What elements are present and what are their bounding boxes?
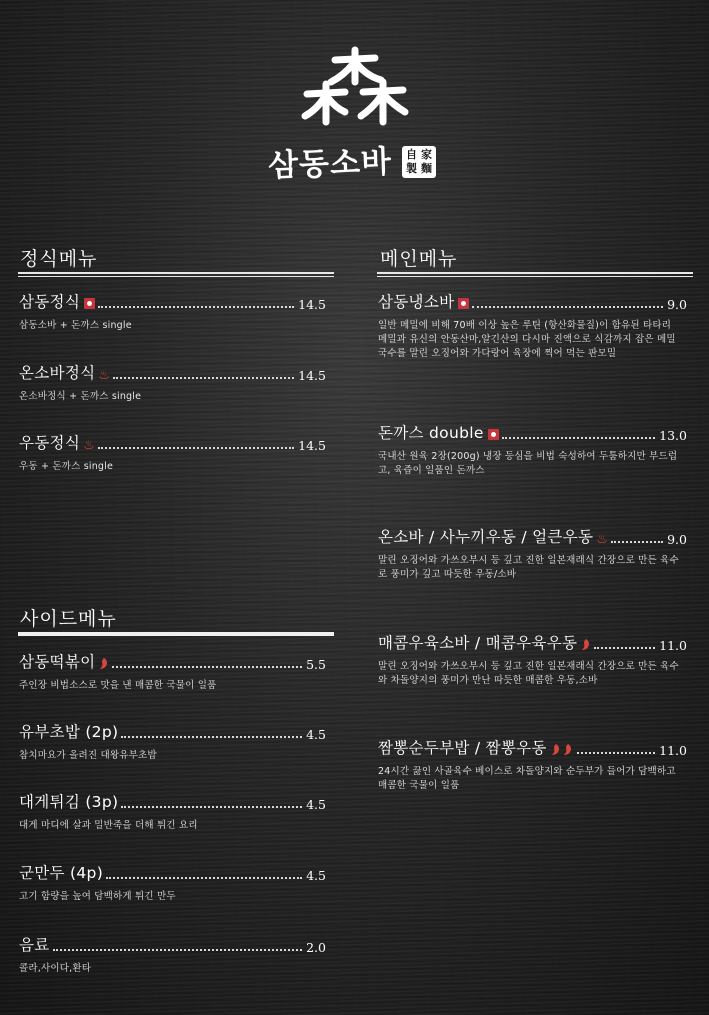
menu-item [378,631,687,688]
seal-char: 家 [421,148,432,161]
menu-item [19,861,326,904]
item-price: 5.5 [306,657,326,672]
item-name: 삼동떡볶이 [19,653,96,671]
dotted-leader [121,736,302,738]
seal-char: 製 [406,162,417,175]
menu-item [19,650,326,693]
item-name: 대게튀김 (3p) [19,793,119,811]
item-description: 콜라,사이다,환타 [19,963,92,974]
hot-steam-icon: ♨ [83,438,95,453]
item-description: 국내산 원육 2장(200g) 냉장 등심을 비법 숙성하여 두툼하지만 부드럽고, 육즙이 일품인 돈까스 [378,451,678,476]
menu-item [19,290,326,333]
section-divider [18,272,334,277]
item-price: 14.5 [298,438,326,453]
item-price: 14.5 [298,368,326,383]
dotted-leader [611,541,663,543]
chili-icon [98,657,109,670]
item-description: 주인장 비법소스로 맛을 낸 매콤한 국물이 일품 [19,680,217,691]
item-name: 돈까스 double [378,424,484,442]
item-price: 4.5 [306,727,326,742]
item-name: 매콤우육소바 / 매콤우육우동 [378,634,578,652]
menu-item [19,361,326,404]
dotted-leader [98,306,294,308]
dotted-leader [121,806,302,808]
dotted-leader [594,647,655,649]
item-name: 우동정식 [19,434,81,452]
item-price: 13.0 [659,428,687,443]
seal-char: 麵 [421,162,432,175]
dotted-leader [113,377,294,379]
chili-icon [580,638,591,651]
item-description: 온소바정식 + 돈까스 single [19,391,142,402]
forest-logo-icon [301,46,409,126]
item-price: 11.0 [659,638,687,653]
seal-char: 自 [406,148,417,161]
cold-soba-icon [488,429,499,440]
item-price: 2.0 [306,940,326,955]
dotted-leader [53,949,303,951]
item-price: 4.5 [306,868,326,883]
item-name: 삼동냉소바 [378,293,455,311]
dotted-leader [112,666,302,668]
menu-item [19,790,326,833]
item-price: 9.0 [667,532,687,547]
menu-item [378,290,687,361]
dotted-leader [106,877,302,879]
section-title-main: 메인메뉴 [380,248,458,270]
menu-item [19,933,326,976]
menu-item [19,431,326,474]
cold-soba-icon [84,298,95,309]
dotted-leader [577,752,655,754]
section-divider [18,632,334,636]
item-description: 우동 + 돈까스 single [19,461,114,472]
item-price: 11.0 [659,743,687,758]
item-description: 대게 마디에 살과 밀반죽을 더해 튀긴 요리 [19,820,198,831]
item-description: 말린 오징어와 가쓰오부시 등 깊고 진한 일본재래식 간장으로 만든 육수와 차돌양지의 풍미가 만난 따듯한 매콤한 우동,소바 [378,661,679,686]
hot-steam-icon: ♨ [98,368,111,383]
dotted-leader [98,447,294,449]
item-price: 4.5 [306,797,326,812]
item-name: 온소바 / 사누끼우동 / 얼큰우동 [378,528,594,546]
item-description: 말린 오징어와 가쓰오부시 등 깊고 진한 일본재래식 간장으로 만든 육수로 풍미가 깊고 따듯한 우동/소바 [378,555,679,580]
menu-item [19,720,326,763]
homemade-noodle-seal [402,146,436,178]
item-description: 참치마요가 올려진 대왕유부초밥 [19,750,157,761]
brand-title: 삼동소바 [267,143,393,185]
item-name: 음료 [19,936,50,954]
hot-steam-icon: ♨ [596,532,608,547]
item-name: 군만두 (4p) [19,864,104,882]
item-name: 짬뽕순두부밥 / 짬뽕우동 [378,739,547,757]
item-name: 삼동정식 [19,293,81,311]
cold-soba-icon [458,298,469,309]
menu-item [378,736,687,793]
item-name: 유부초밥 (2p) [19,723,119,741]
menu-item [378,421,687,478]
menu-item [378,525,687,582]
item-description: 일반 메밀에 비해 70배 이상 높은 루틴 (항산화물질)이 함유된 타타리 메밀과 유신의 안동산마,알긴산의 다시마 진액으로 식감까지 잡은 메밀국수를 말린 오징어와 가다랑어 육장에 찍어 먹는 판모밀 [378,320,676,359]
section-title-set: 정식메뉴 [20,248,98,270]
dotted-leader [502,437,655,439]
item-name: 온소바정식 [19,364,96,382]
item-price: 14.5 [298,297,326,312]
item-price: 9.0 [667,297,687,312]
section-title-side: 사이드메뉴 [20,608,117,630]
dotted-leader [472,306,663,308]
item-description: 고기 함량을 높여 담백하게 튀긴 만두 [19,891,176,902]
item-description: 24시간 끓인 사골육수 베이스로 차돌양지와 순두부가 들어가 담백하고 매콤한 국물이 일품 [378,766,676,791]
item-description: 삼동소바 + 돈까스 single [19,320,132,331]
double-chili-icon [550,743,574,756]
section-divider [377,272,693,277]
